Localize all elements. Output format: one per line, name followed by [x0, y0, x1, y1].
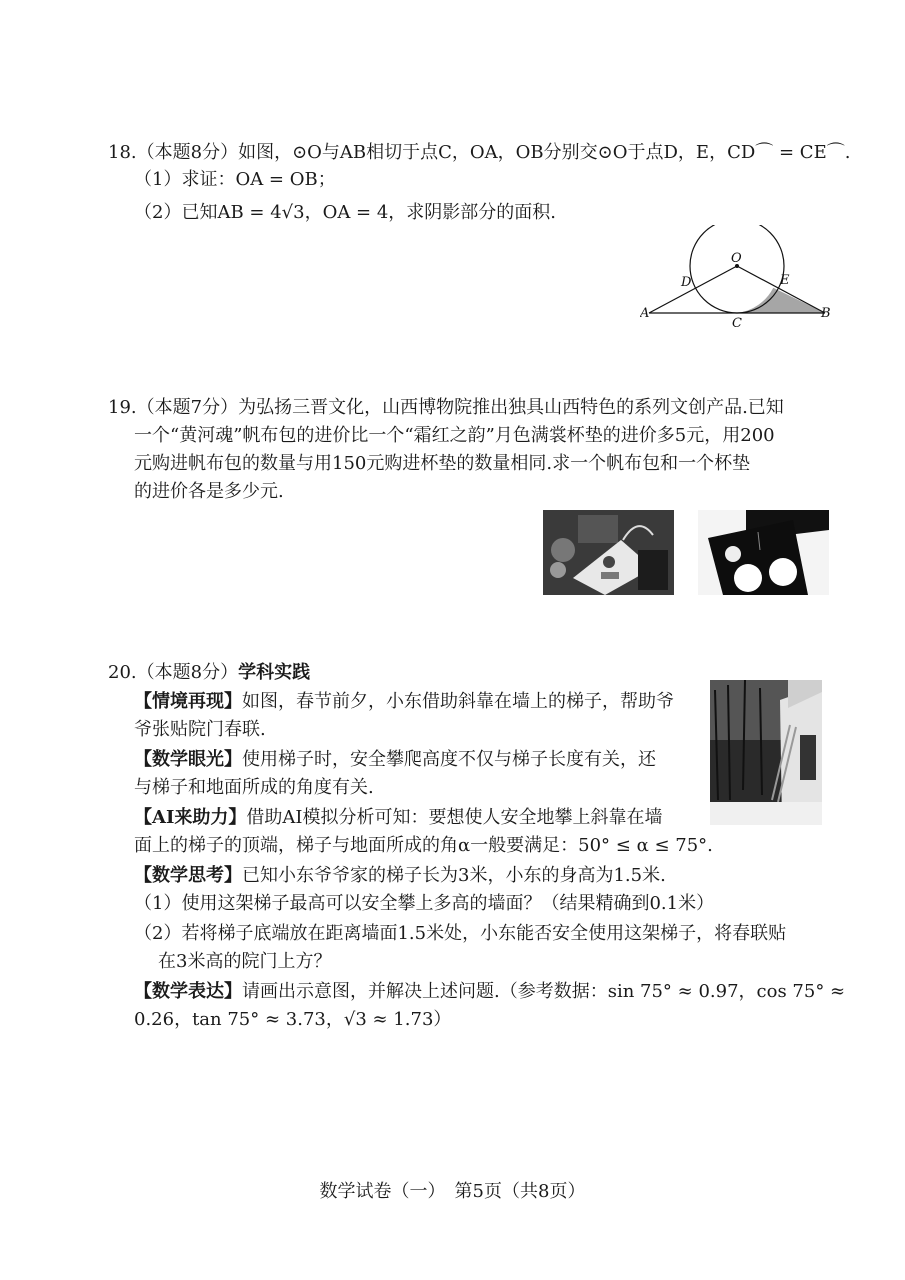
label-c: C	[732, 316, 742, 331]
q19-line2: 一个“黄河魂”帆布包的进价比一个“霜红之韵”月色满裳杯垫的进价多5元，用200	[134, 425, 775, 446]
q19-line4: 的进价各是多少元.	[134, 481, 284, 502]
q20-ai-line1	[134, 806, 663, 830]
q18-heading: 18.（本题8分）如图，⊙O与AB相切于点C，OA，OB分别交⊙O于点D，E，CD⌒ = CE⌒.	[108, 142, 851, 163]
q20-ai-line2: 面上的梯子的顶端，梯子与地面所成的角α一般要满足：50° ≤ α ≤ 75°.	[134, 835, 713, 856]
q19-line1: 19.（本题7分）为弘扬三晋文化，山西博物院推出独具山西特色的系列文创产品.已知	[108, 397, 784, 418]
q20-sub2-line2: 在3米高的院门上方？	[158, 951, 332, 972]
q20-scene-line2: 爷张贴院门春联.	[134, 719, 266, 740]
label-b: B	[821, 306, 831, 321]
tag-ai: 【AI来助力】	[134, 807, 247, 828]
tag-vision: 【数学眼光】	[134, 749, 242, 770]
q20-vision-line1	[134, 748, 656, 772]
q18-geometry-figure	[640, 225, 840, 335]
ladder-photo	[710, 680, 822, 825]
ai-text-a: 借助AI模拟分析可知：要想使人安全地攀上斜靠在墙	[246, 807, 663, 828]
canvas-bag-photo	[543, 510, 674, 595]
label-a: A	[640, 306, 650, 321]
q20-sub1: （1）使用这架梯子最高可以安全攀上多高的墙面？（结果精确到0.1米）	[134, 893, 715, 914]
tag-express: 【数学表达】	[134, 981, 242, 1002]
vision-text-a: 使用梯子时，安全攀爬高度不仅与梯子长度有关，还	[242, 749, 656, 770]
scene-text-a: 如图，春节前夕，小东借助斜靠在墙上的梯子，帮助爷	[242, 691, 674, 712]
q20-scene-line1	[134, 690, 674, 714]
q20-express-line2: 0.26，tan 75° ≈ 3.73，√3 ≈ 1.73）	[134, 1009, 452, 1030]
coaster-photo	[698, 510, 829, 595]
circle-o	[690, 225, 784, 313]
segment-oa	[649, 266, 737, 313]
label-e: E	[780, 273, 790, 288]
q19-line3: 元购进帆布包的数量与用150元购进杯垫的数量相同.求一个帆布包和一个杯垫	[134, 453, 751, 474]
q20-sub2-line1: （2）若将梯子底端放在距离墙面1.5米处，小东能否安全使用这架梯子，将春联贴	[134, 923, 787, 944]
tag-think: 【数学思考】	[134, 865, 242, 886]
q20-think-line	[134, 864, 666, 888]
q20-vision-line2: 与梯子和地面所成的角度有关.	[134, 777, 374, 798]
q20-heading	[108, 661, 310, 685]
q18-part2: （2）已知AB = 4√3，OA = 4，求阴影部分的面积.	[134, 202, 557, 223]
label-o: O	[731, 251, 742, 266]
shaded-region	[737, 288, 825, 313]
think-text: 已知小东爷爷家的梯子长为3米，小东的身高为1.5米.	[242, 865, 666, 886]
label-d: D	[681, 275, 692, 290]
express-text-a: 请画出示意图，并解决上述问题.（参考数据：sin 75° ≈ 0.97，cos 75° ≈	[242, 981, 846, 1002]
q20-number: 20.（本题8分）	[108, 662, 239, 683]
q18-part1: （1）求证：OA = OB；	[134, 169, 336, 190]
q20-express-line1	[134, 980, 845, 1004]
page-footer: 数学试卷（一） 第5页（共8页）	[319, 1181, 586, 1202]
q20-title: 学科实践	[238, 662, 311, 683]
tag-scene: 【情境再现】	[134, 691, 242, 712]
